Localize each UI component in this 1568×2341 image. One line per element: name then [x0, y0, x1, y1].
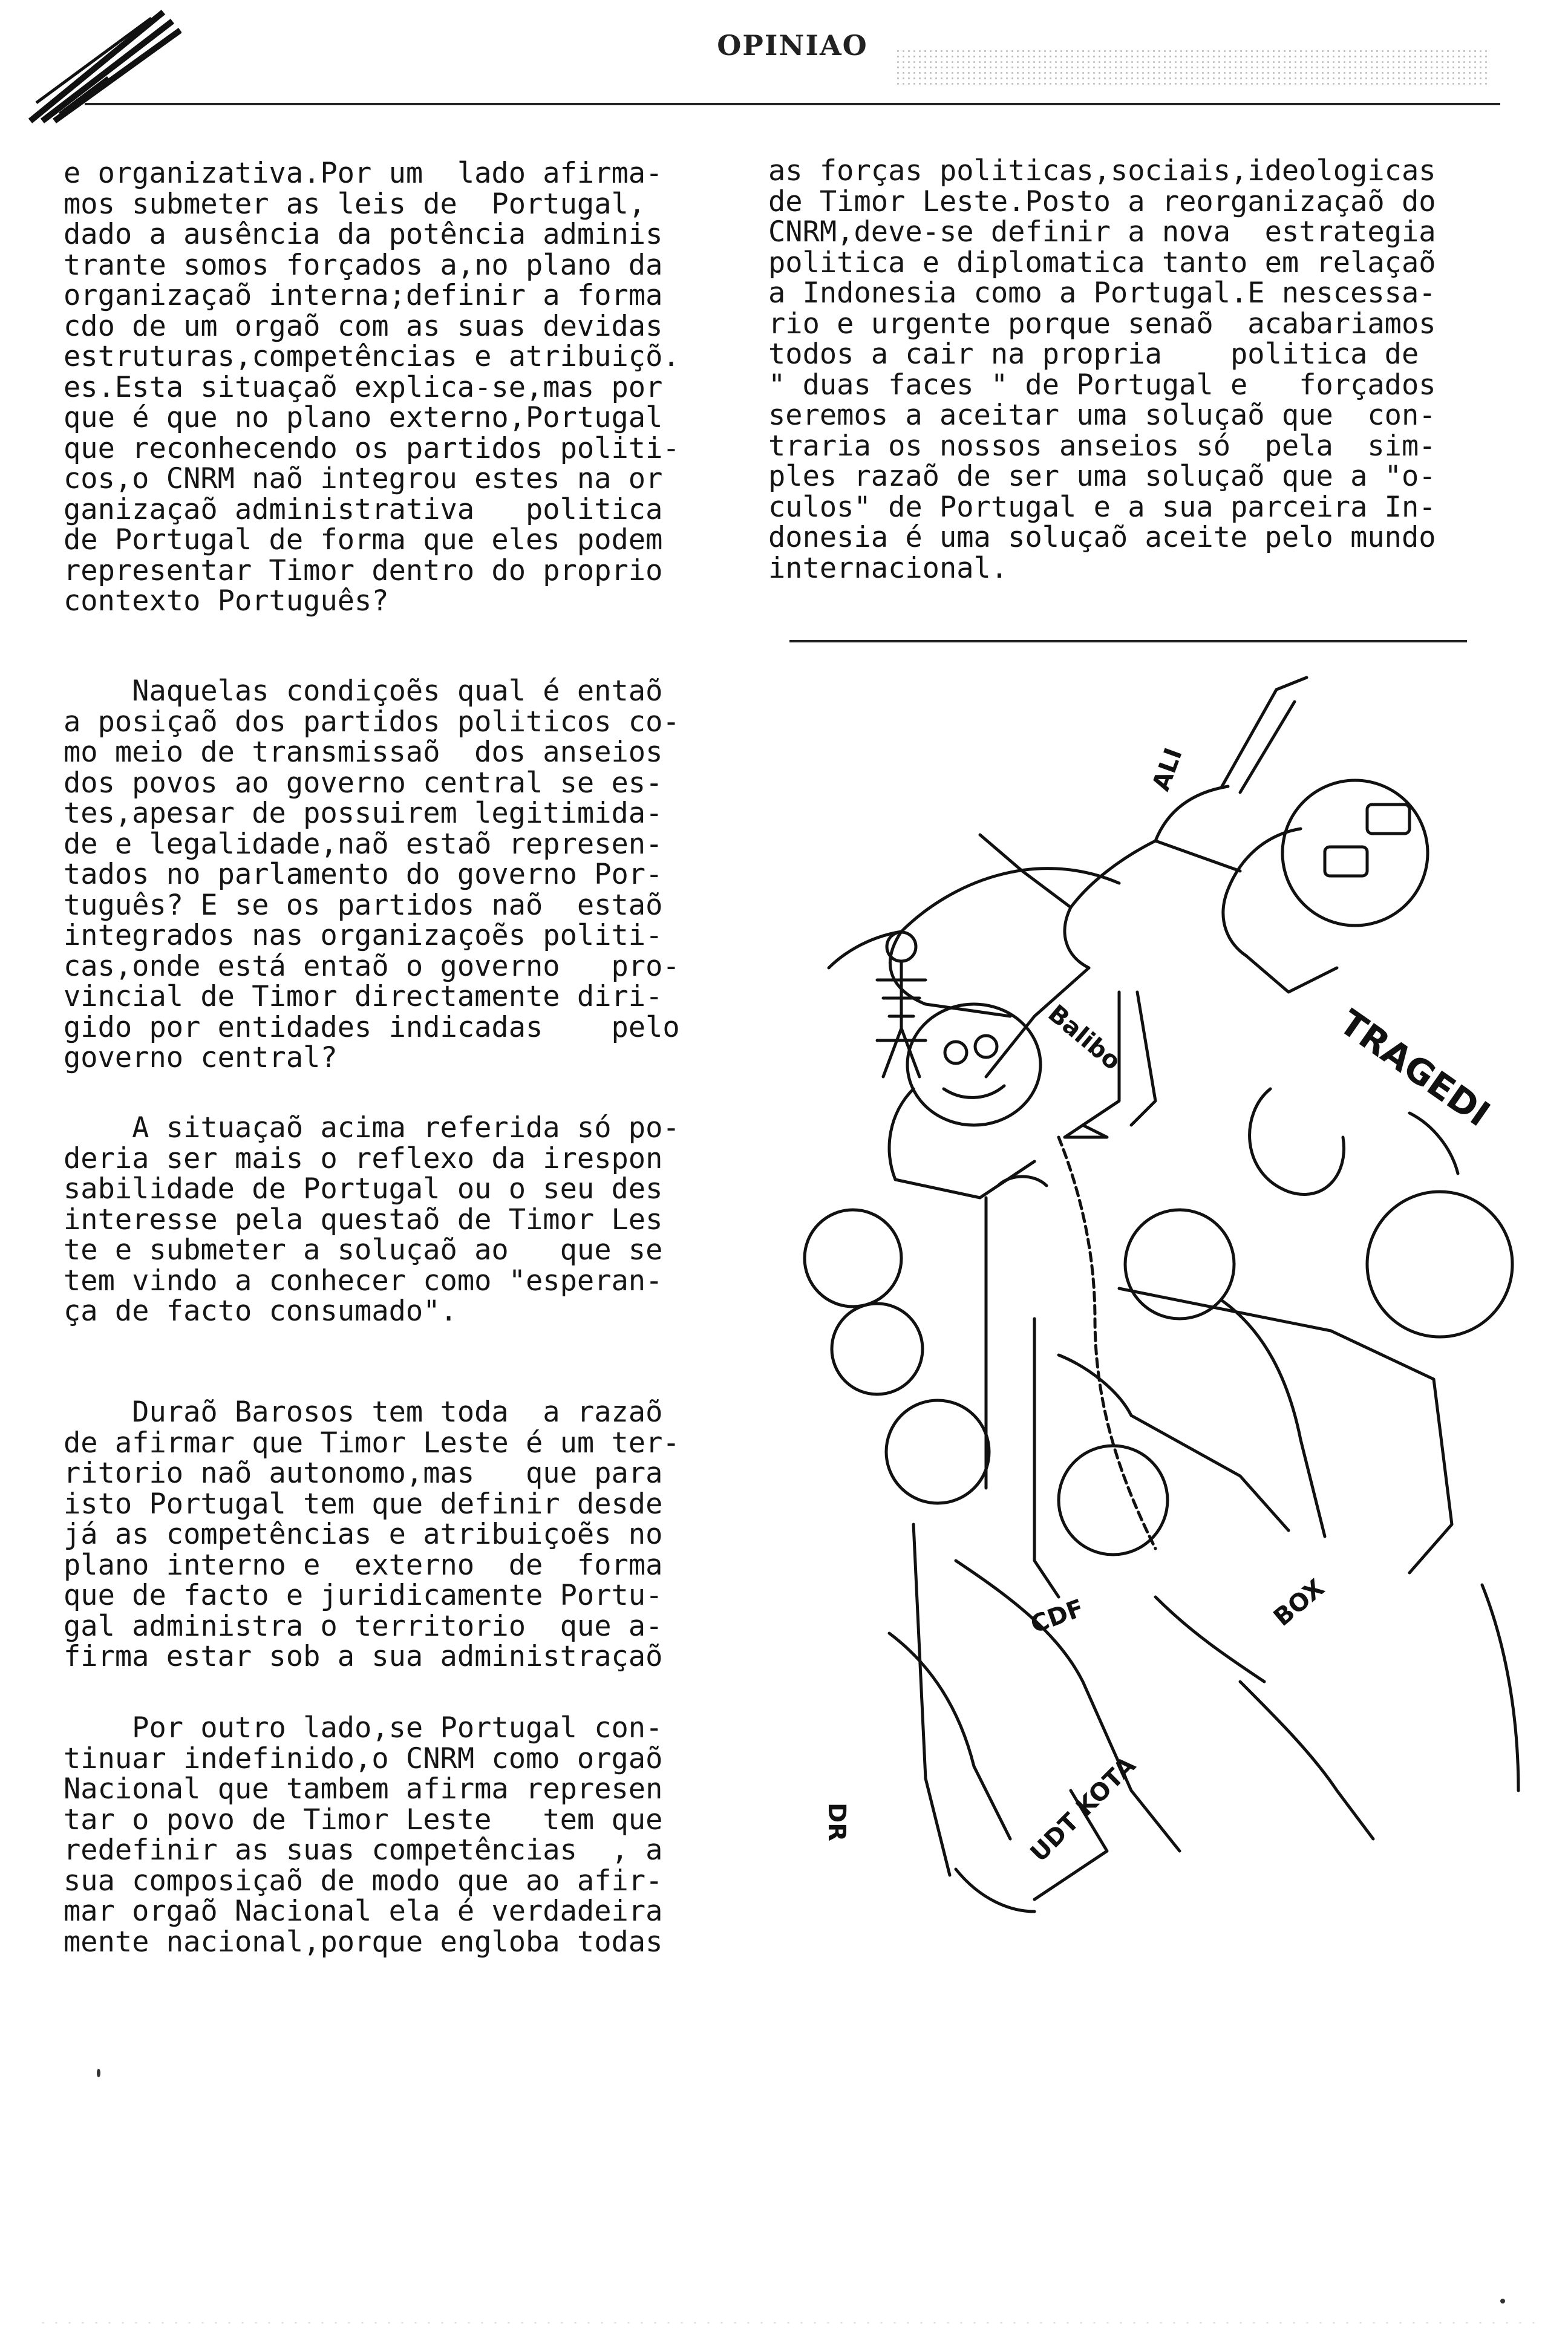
label-udt-kota: UDT KOTA	[1025, 1751, 1142, 1868]
label-ali: ALI	[1147, 744, 1188, 795]
column-divider-rule	[789, 640, 1467, 642]
left-paragraph-4: Duraõ Barosos tem toda a razaõ de afirmar que Timor Leste é um ter- ritorio naõ autonomo,mas que para isto Portugal tem que definir desde já as competências e atribuiçoẽs no plano interno e externo de forma que de facto e juridicamente Portu- gal administra o territorio que a- firma estar sob a sua administraçaõ	[64, 1396, 680, 1673]
crowd-of-heads-icon	[805, 1177, 1512, 1597]
label-dr: DR	[823, 1803, 851, 1842]
left-paragraph-3: A situaçaõ acima referida só po- deria ser mais o reflexo da irespon sabilidade de Portugal ou o seu des interesse pela questaõ de Timor Les te e submeter a soluçaõ ao que se tem vindo a conhecer como "esperan- ça de facto consumado".	[64, 1111, 680, 1328]
section-title: OPINIAO	[717, 29, 868, 62]
label-box: BOX	[1268, 1574, 1330, 1632]
label-tragedi: TRAGEDI	[1331, 1001, 1498, 1135]
left-paragraph-5: Por outro lado,se Portugal con- tinuar indefinido,o CNRM como orgaõ Nacional que tambem afirma represen tar o povo de Timor Leste tem que redefinir as suas competências , a sua composiçaõ de modo que ao afir- mar orgaõ Nacional ela é verdadeira mente nacional,porque engloba todas	[64, 1711, 663, 1959]
corner-stripe-decoration	[24, 6, 181, 127]
header-rule	[85, 103, 1500, 105]
left-paragraph-1: e organizativa.Por um lado afirma- mos submeter as leis de Portugal, dado a ausência da potência adminis trante somos forçados a,no plano da organizaçaõ interna;definir a forma cdo de um orgaõ com as suas devidas estruturas,competências e atribuiçõ. es.Esta situaçaõ explica-se,mas por que é que no plano externo,Portugal que reconhecendo os partidos politi- cos,o CNRM naõ integrou estes na or ganizaçaõ administrativa politica de Portugal de forma que eles podem representar Timor dentro do proprio contexto Português?	[64, 157, 680, 618]
label-balibo: Balibo	[1042, 999, 1126, 1076]
print-speck	[1500, 2299, 1505, 2303]
left-paragraph-2: Naquelas condiçoẽs qual é entaõ a posiçaõ dos partidos politicos co- mo meio de transmissaõ dos anseios dos povos ao governo central se es- tes,apesar de possuirem legitimida- de e legalidade,naõ estaõ represen- tados no parlamento do governo Por- tuguês? E se os partidos naõ estaõ integrados nas organizaçoẽs politi- cas,onde está entaõ o governo pro- vincial de Timor directamente diri- gido por entidades indicadas pelo governo central?	[64, 674, 680, 1074]
political-cartoon	[696, 653, 1543, 2069]
running-figure-with-glasses-icon	[980, 677, 1428, 1137]
skeleton-figure-icon	[877, 932, 926, 1077]
print-speck	[97, 2069, 100, 2077]
bottom-print-noise	[36, 2320, 1537, 2326]
right-paragraph: as forças politicas,sociais,ideologicas de Timor Leste.Posto a reorganizaçaõ do CNRM,deve-se definir a nova estrategia politica e diplomatica tanto em relaçaõ a Indonesia como a Portugal.E nescessa- rio e urgente porque senaõ acabariamos todos a cair na propria politica de " duas faces " de Portugal e forçados seremos a aceitar uma soluçaõ que con- traria os nossos anseios só pela sim- ples razaõ de ser uma soluçaõ que a "o- culos" de Portugal e a sua parceira In- donesia é uma soluçaõ aceite pelo mundo internacional.	[768, 154, 1436, 585]
crossed-out-scribble-icon	[1250, 1089, 1344, 1194]
label-cdf: CDF	[1027, 1594, 1088, 1639]
header-dotted-band	[895, 48, 1488, 85]
